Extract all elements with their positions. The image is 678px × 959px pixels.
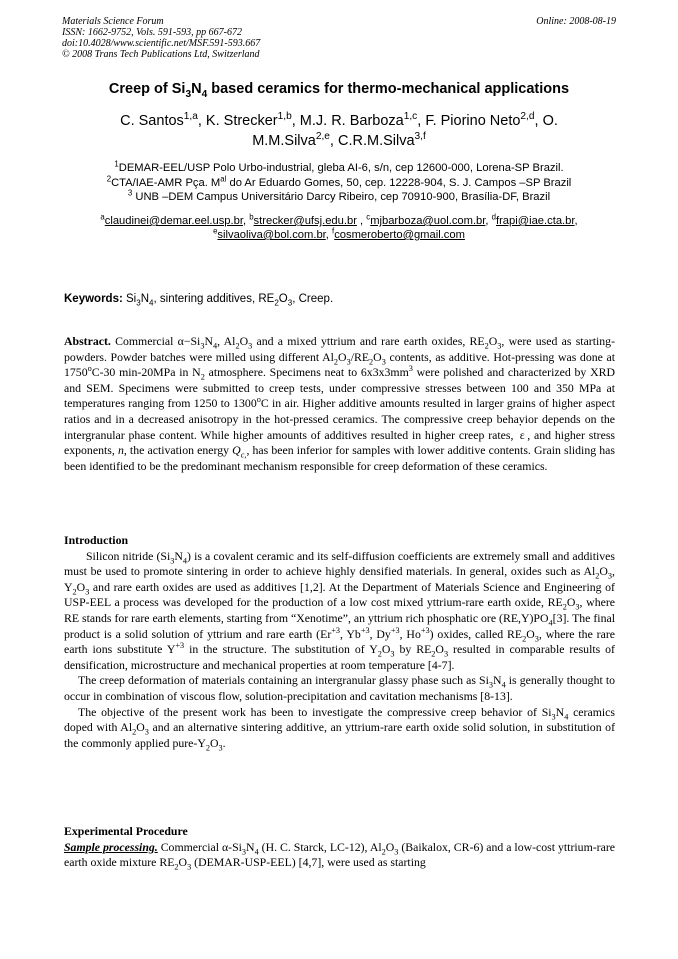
- affiliations: [40, 161, 638, 205]
- abstract: Abstract. Commercial $\alpha-Si_3N_4$, $Al_2O_3$ and a mixed yttrium and rare earth oxides, $RE_2O_3$, were used as starting-powders. Powder batches were milled using different $Al_2O_3/RE_2O_3$ contents, as additive. Hot-pressing was done at 1750$^o$C-30 min-20MPa in $N_2$ atmosphere. Specimens neat to $6x3x3mm^3$ were polished and characterized by XRD and SEM. Specimens were submitted to creep tests, under compressive stresses between 100 and 350 MPa at temperatures ranging from 1250 to 1300$^o$C in air. Higher additive amounts resulted in larger grains of higher aspect ratios and in a decreased anisotropy in the hot-pressed ceramics. The compressive creep behavior depends on the intergranular phase content. While higher amounts of additives resulted in higher creep rates, ε • , and higher stress exponents, n, the activation energy $Q_{c,}$, has been inferior for samples with lower additive contents. Grain sliding has been identified to be the predominant mechanism responsible for creep deformation of these ceramics.: [64, 334, 615, 474]
- introduction-section: [64, 533, 615, 751]
- author: M.J. R. Barboza$^{1,c}$: [299, 111, 418, 129]
- email-link[interactable]: mjbarboza@uol.com.br: [370, 215, 486, 227]
- email-link[interactable]: cosmeroberto@gmail.com: [334, 229, 465, 241]
- author: K. Strecker$^{1,b}$: [205, 111, 292, 129]
- paragraph: Silicon nitride $(Si_3N_4)$ is a covalent ceramic and its self-diffusion coefficients are extremely small and additives must be used to promote sintering in order to achieve highly densified materials. In general, oxides such as $Al_2O_3$, $Y_2O_3$ and rare earth oxides are used as additives [1,2]. At the Department of Materials Science and Engineering of USP-EEL a process was developed for the production of a low cost mixed yttrium-rare earth oxide, $RE_2O_3$, where RE stands for rare earth elements, starting from “Xenotime”, an yttrium rich phosphatic ore $(RE,Y)PO_4[3]$. The final product is a solid solution of yttrium and rare earth ($Er^{+3}$, $Yb^{+3}$, $Dy^{+3}$, $Ho^{+3}$) oxides, called $RE_2O_3$, where the rare earth ions substitute $Y^{+3}$ in the structure. The substitution of $Y_2O_3$ by $RE_2O_3$ resulted in comparable results of densification, microstructure and mechanical properties at room temperature [4-7].: [64, 548, 616, 672]
- journal-issn: ISSN: 1662-9752, Vols. 591-593, pp 667-672: [62, 27, 242, 38]
- affiliation: $^2$CTA/IAE-AMR Pça. $M^{al}$ do Ar Eduardo Gomes, 50, cep. 12228-904, S. J. Campos –SP Brazil: [106, 173, 572, 189]
- author: O. M.M.Silva$^{2,e}$: [252, 113, 558, 149]
- author-list: C. Santos$^{1,a}$, K. Strecker$^{1,b}$, M.J. R. Barboza$^{1,c}$, F. Piorino Neto$^{2,d}$, O. M.M.Silva$^{2,e}$, C.R.M.Silva$^{3,f}$: [120, 111, 558, 149]
- email-link[interactable]: strecker@ufsj.edu.br: [253, 215, 357, 227]
- section-heading: Introduction: [64, 533, 129, 547]
- email-link[interactable]: frapi@iae.cta.br: [495, 215, 575, 227]
- affiliation: $^1$DEMAR-EEL/USP Polo Urbo-industrial, gleba AI-6, s/n, cep 12600-000, Lorena-SP Brazil.: [114, 159, 564, 174]
- online-date: Online: 2008-08-19: [536, 16, 616, 27]
- affiliation: $^3$ UNB –DEM Campus Universitário Darcy Ribeiro, cep 70910-900, Brasília-DF, Brazil: [127, 188, 551, 203]
- email-list: $^a$claudinei@demar.eel.usp.br, $^b$strecker@ufsj.edu.br , $^c$mjbarboza@uol.com.br, $^d$frapi@iae.cta.br, $^e$silvaoliva@bol.com.br, $^f$cosmeroberto@gmail.com: [100, 212, 578, 241]
- paper-title: Creep of $Si_3N_4$ based ceramics for thermo-mechanical applications: [108, 81, 570, 100]
- paragraph: The objective of the present work has been to investigate the compressive creep behavior of $Si_3N_4$ ceramics doped with $Al_2O_3$ and an alternative sintering additive, an yttrium-rare earth oxide solid solution, in substitution of the commonly applied pure-$Y_2O_3$.: [64, 704, 615, 753]
- author: C. Santos$^{1,a}$: [120, 111, 198, 129]
- email-link[interactable]: claudinei@demar.eel.usp.br: [104, 215, 243, 227]
- journal-copyright: © 2008 Trans Tech Publications Ltd, Switzerland: [62, 49, 260, 60]
- journal-doi: doi:10.4028/www.scientific.net/MSF.591-593.667: [62, 38, 261, 49]
- strain-rate-symbol: ε •: [517, 428, 527, 444]
- author: C.R.M.Silva$^{3,f}$: [337, 131, 426, 149]
- journal-name: Materials Science Forum: [62, 16, 164, 27]
- email-link[interactable]: silvaoliva@bol.com.br: [217, 229, 326, 241]
- journal-header: [62, 16, 616, 60]
- paragraph: Sample processing. Commercial $\alpha-Si_3N_4$ (H. C. Starck, LC-12), $Al_2O_3$ (Baikalox, CR-6) and a low-cost yttrium-rare earth oxide mixture $RE_2O_3$ (DEMAR-USP-EEL) [4,7], were used as starting: [64, 839, 615, 872]
- abstract-label: Abstract.: [64, 334, 111, 348]
- experimental-section: [64, 824, 615, 871]
- keywords: Keywords: $Si_3N_4$, sintering additives, $RE_2O_3$, Creep.: [64, 293, 334, 308]
- section-heading: Experimental Procedure: [64, 824, 188, 838]
- paragraph: The creep deformation of materials containing an intergranular glassy phase such as $Si_3N_4$ is generally thought to occur in combination of viscous flow, solution-precipitation and cavitation mechanisms [8-13].: [64, 673, 616, 703]
- author: F. Piorino Neto$^{2,d}$: [425, 111, 535, 129]
- subsection-heading: Sample processing.: [64, 839, 158, 854]
